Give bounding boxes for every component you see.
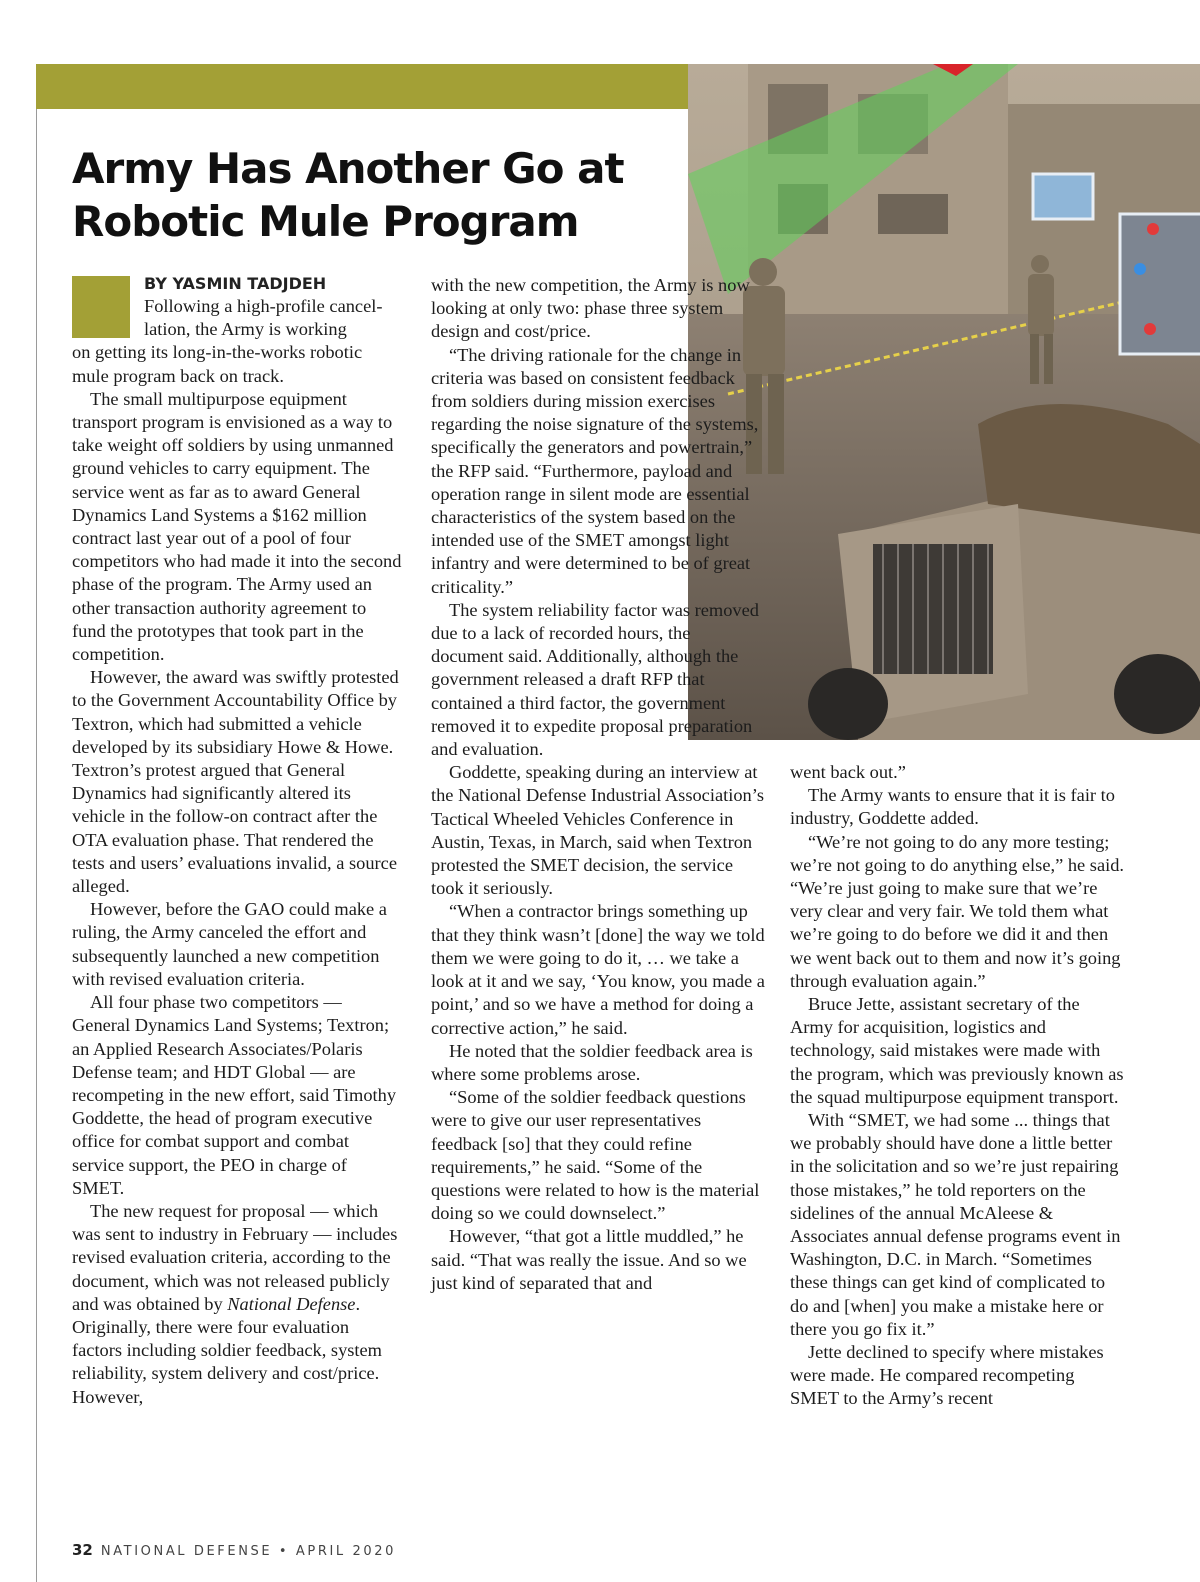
paragraph: went back out.” — [790, 762, 906, 782]
paragraph: However, before the GAO could make a ruling, the Army canceled the effort and subsequently launched a new competition with revised evaluation criteria. — [72, 899, 387, 989]
article-column-1 — [72, 272, 402, 1409]
lead-block — [72, 272, 402, 341]
accent-square — [72, 276, 130, 338]
paragraph: Bruce Jette, assistant secretary of the Army for acquisition, logistics and technology, said mistakes were made with the program, which was previously known as the squad multipurpose equipment transport. — [790, 994, 1124, 1107]
section-color-band — [36, 64, 688, 109]
paragraph: Goddette, speaking during an interview at the National Defense Industrial Association’s Tactical Wheeled Vehicles Conference in Austin, Texas, in March, said when Textron protested the SMET decision, the service took it seriously. — [431, 762, 764, 899]
article-column-2 — [431, 274, 766, 1295]
paragraph: on getting its long-in-the-works robotic mule program back on track. — [72, 342, 363, 386]
byline: BY YASMIN TADJDEH — [144, 274, 327, 293]
paragraph: “When a contractor brings something up that they think wasn’t [done] the way we told them we were going to do it, … we take a look at it and we say, ‘You know, you made a point,’ and so we have a method for doing a corrective action,” he said. — [431, 901, 765, 1038]
paragraph: However, “that got a little muddled,” he said. “That was really the issue. And so we just kind of separated that and — [431, 1226, 747, 1293]
paragraph: He noted that the soldier feedback area is where some problems arose. — [431, 1040, 753, 1084]
paragraph — [72, 1200, 402, 1409]
page-number: 32 — [72, 1541, 93, 1559]
paragraph-text: . Originally, there were four evaluation factors including soldier feedback, system reliability, system delivery and cost/price. However, — [72, 1293, 382, 1407]
article-headline — [72, 142, 672, 248]
lead-line-2: lation, the Army is working — [144, 319, 347, 340]
paragraph: The small multipurpose equipment transport program is envisioned as a way to take weight off soldiers by using unmanned ground vehicles to carry equipment. The service went as far as to award General Dynamics Land Systems a $162 million contract last year out of a pool of four competitors who had made it into the second phase of the program. The Army used an other transaction authority agreement to fund the prototypes that took part in the competition. — [72, 388, 402, 665]
lead-line-1: Following a high-profile cancel- — [144, 296, 383, 316]
paragraph: “The driving rationale for the change in criteria was based on consistent feedback from soldiers during mission exercises regarding the noise signature of the systems, specifically the generators and powertrain,” the RFP said. “Furthermore, payload and operation range in silent mode are essential characteristics of the system based on the intended use of the SMET amongst light infantry and were determined to be of great criticality.” — [431, 344, 759, 597]
headline-line-2: Robotic Mule Program — [72, 197, 579, 246]
headline-line-1: Army Has Another Go at — [72, 144, 624, 193]
paragraph: With “SMET, we had some ... things that we probably should have done a little better in the solicitation and so we’re just repairing those mistakes,” he told reporters on the sidelines of the annual McAleese & Associates annual defense programs event in Washington, D.C. in March. “Sometimes these things can get kind of complicated to do and [when] you make a mistake here or there you go fix it.” — [790, 1110, 1121, 1339]
paragraph: The system reliability factor was removed due to a lack of recorded hours, the document said. Additionally, although the government released a draft RFP that contained a third factor, the government removed it to expedite proposal preparation and evaluation. — [431, 599, 759, 760]
paragraph-text: The new request for proposal — which was sent to industry in February — includes revised evaluation criteria, according to the document, which was not released publicly and was obtained by — [72, 1200, 398, 1314]
paragraph: However, the award was swiftly protested to the Government Accountability Office by Textron, which had submitted a vehicle developed by its subsidiary Howe & Howe. Textron’s protest argued that General Dynamics had significantly altered its vehicle in the follow-on contract after the OTA evaluation phase. That rendered the tests and users’ evaluations invalid, a source alleged. — [72, 667, 399, 897]
paragraph: The Army wants to ensure that it is fair to industry, Goddette added. — [790, 785, 1115, 829]
paragraph: with the new competition, the Army is now looking at only two: phase three system design and cost/price. — [431, 275, 750, 342]
page-left-rule — [36, 64, 37, 1582]
publication-line: NATIONAL DEFENSE • APRIL 2020 — [100, 1544, 396, 1559]
paragraph: Jette declined to specify where mistakes were made. He compared recompeting SMET to the Army’s recent — [790, 1342, 1104, 1409]
paragraph: “We’re not going to do any more testing; we’re not going to do anything else,” he said. “We’re just going to make sure that we’re very clear and very fair. We told them what we’re going to do before we did it and then we went back out to them and now it’s going through evaluation again.” — [790, 831, 1125, 991]
article-column-3 — [790, 761, 1125, 1411]
publication-name: National Defense — [227, 1293, 356, 1314]
paragraph: “Some of the soldier feedback questions were to give our user representatives feedback [so] that they could refine requirements,” he said. “Some of the questions were related to how is the material doing so we could downselect.” — [431, 1087, 760, 1224]
page-footer — [72, 1541, 396, 1559]
paragraph: All four phase two competitors — General Dynamics Land Systems; Textron; an Applied Research Associates/Polaris Defense team; and HDT Global — are recompeting in the new effort, said Timothy Goddette, the head of program executive office for combat support and combat service support, the PEO in charge of SMET. — [72, 992, 397, 1198]
